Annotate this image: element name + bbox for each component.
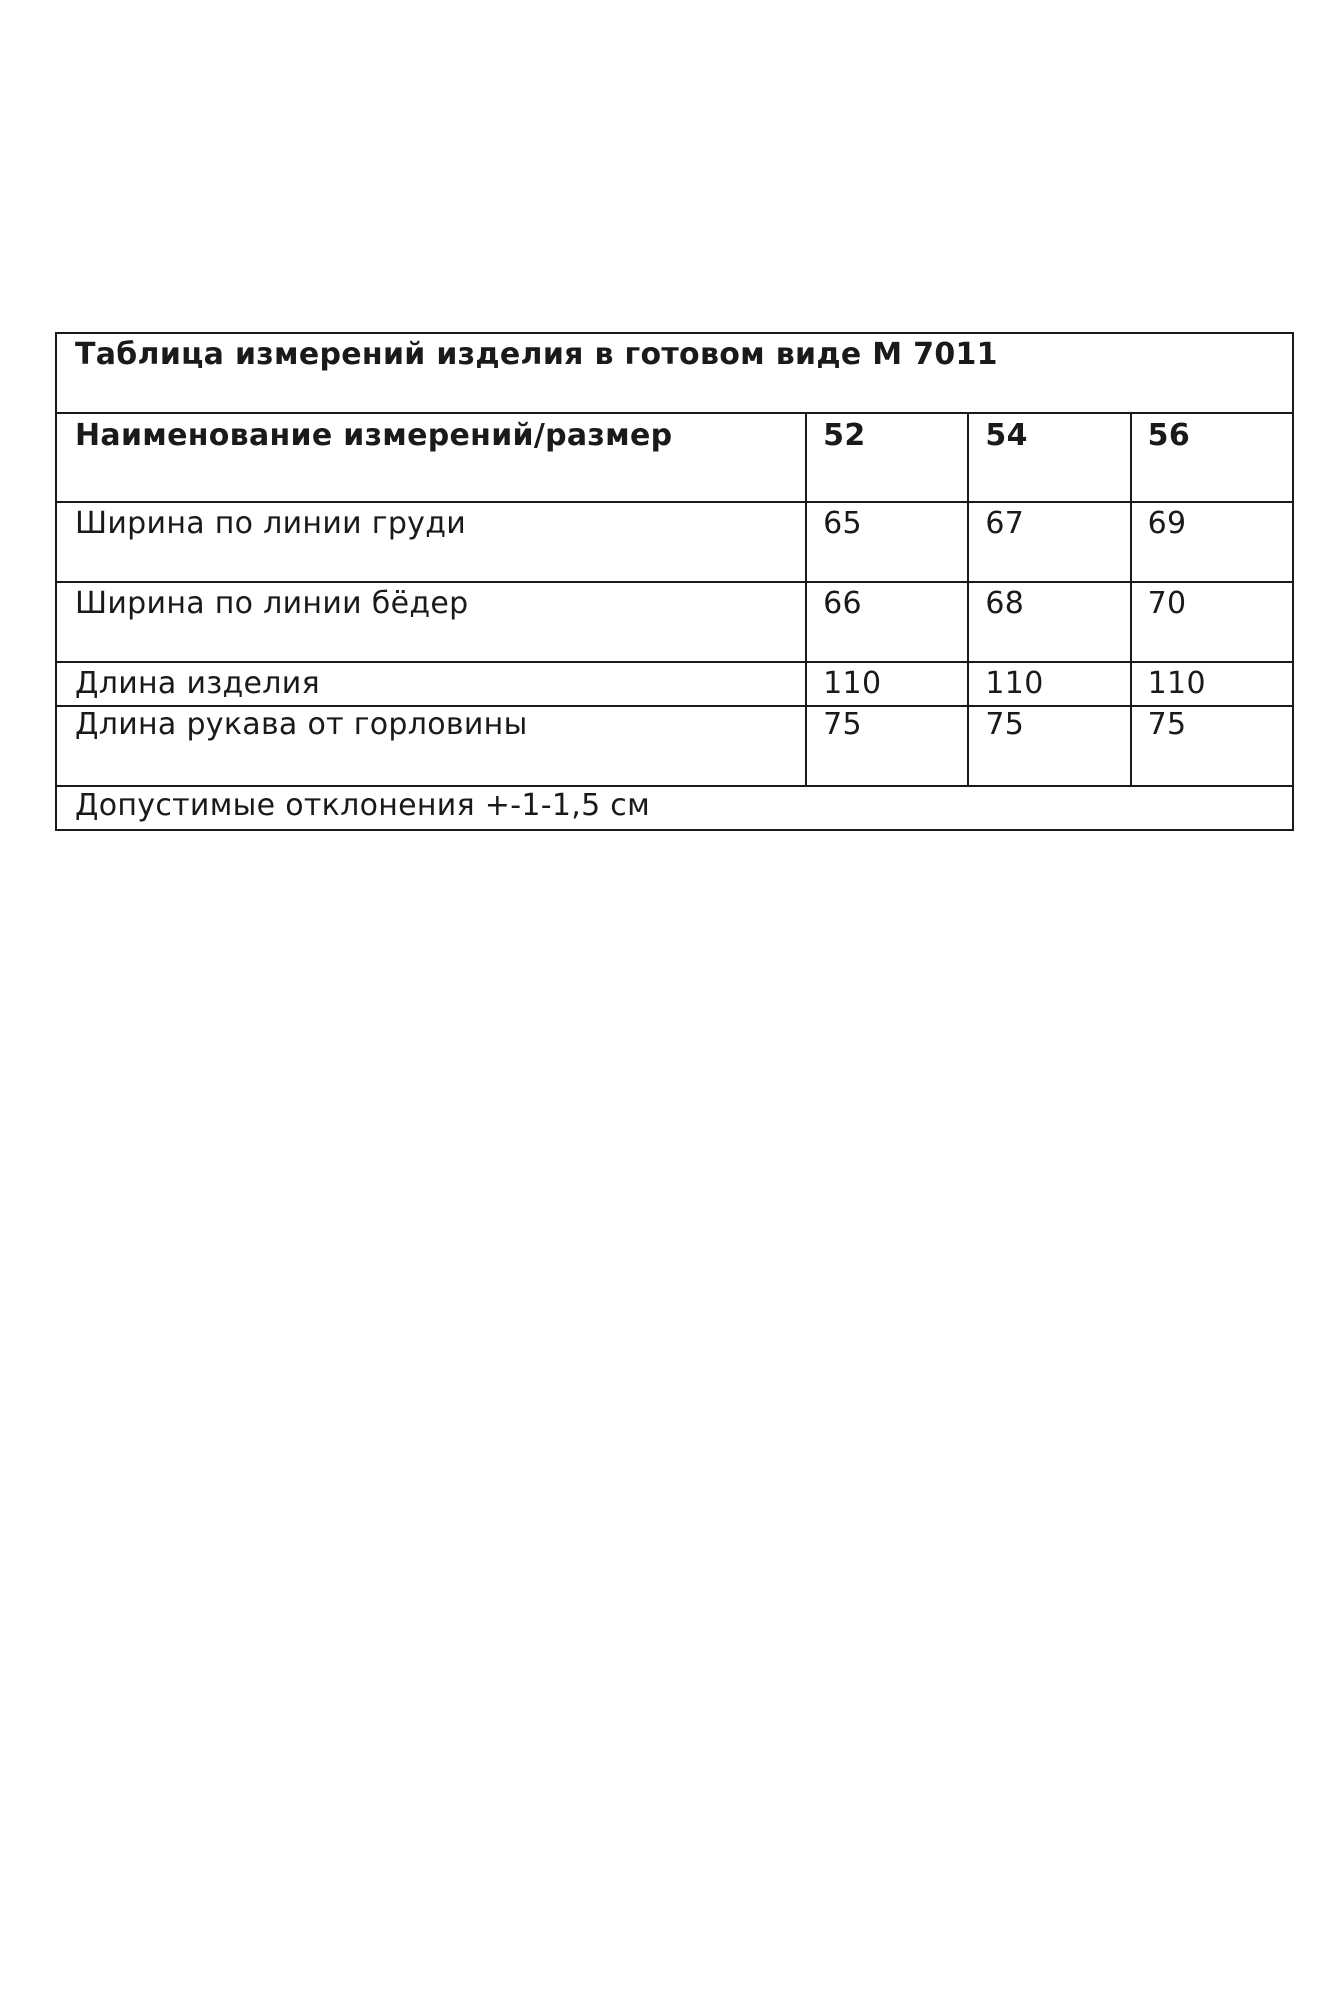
measurement-value: 75	[823, 707, 862, 742]
measurement-value: 110	[1147, 666, 1206, 701]
table-row	[56, 502, 1293, 582]
measurement-value: 70	[1147, 586, 1187, 621]
measurement-name-cell	[56, 502, 806, 582]
measurement-value: 75	[1147, 707, 1187, 742]
table-title-cell	[56, 333, 1293, 413]
measurement-name-cell	[56, 706, 806, 786]
measurement-value: 66	[823, 586, 862, 621]
size-measurement-table	[55, 332, 1294, 831]
measurement-name-cell	[56, 662, 806, 706]
tolerance-note: Допустимые отклонения +-1-1,5 см	[75, 788, 651, 823]
table-header-row	[56, 413, 1293, 502]
measurement-value-cell	[968, 662, 1130, 706]
measurement-value-cell	[968, 582, 1130, 662]
header-size-cell	[1131, 413, 1293, 502]
table-row	[56, 662, 1293, 706]
table-note-cell	[56, 786, 1293, 830]
measurement-value-cell	[968, 706, 1130, 786]
measurement-value: 67	[985, 506, 1025, 541]
measurement-name: Ширина по линии бёдер	[75, 586, 469, 621]
header-size-52: 52	[823, 418, 866, 453]
header-size-54: 54	[985, 418, 1028, 453]
measurement-value: 69	[1147, 506, 1187, 541]
header-label-cell	[56, 413, 806, 502]
measurement-value-cell	[1131, 662, 1293, 706]
measurement-value-cell	[806, 706, 968, 786]
measurement-value: 65	[823, 506, 862, 541]
measurement-value: 110	[823, 666, 882, 701]
header-size-cell	[968, 413, 1130, 502]
table-title: Таблица измерений изделия в готовом виде М 7011	[75, 337, 998, 372]
measurement-value: 68	[985, 586, 1025, 621]
measurement-name: Длина рукава от горловины	[75, 707, 528, 742]
measurement-value-cell	[968, 502, 1130, 582]
measurement-value-cell	[806, 502, 968, 582]
measurement-value-cell	[1131, 706, 1293, 786]
measurement-value-cell	[1131, 582, 1293, 662]
header-size-cell	[806, 413, 968, 502]
header-label: Наименование измерений/размер	[75, 418, 673, 453]
table-row	[56, 706, 1293, 786]
measurement-name: Длина изделия	[75, 666, 320, 701]
measurement-value: 75	[985, 707, 1025, 742]
measurement-name: Ширина по линии груди	[75, 506, 467, 541]
table-note-row	[56, 786, 1293, 830]
table-title-row	[56, 333, 1293, 413]
measurement-value-cell	[1131, 502, 1293, 582]
measurement-value: 110	[985, 666, 1044, 701]
measurement-value-cell	[806, 582, 968, 662]
table-row	[56, 582, 1293, 662]
header-size-56: 56	[1147, 418, 1191, 453]
measurement-value-cell	[806, 662, 968, 706]
measurement-name-cell	[56, 582, 806, 662]
